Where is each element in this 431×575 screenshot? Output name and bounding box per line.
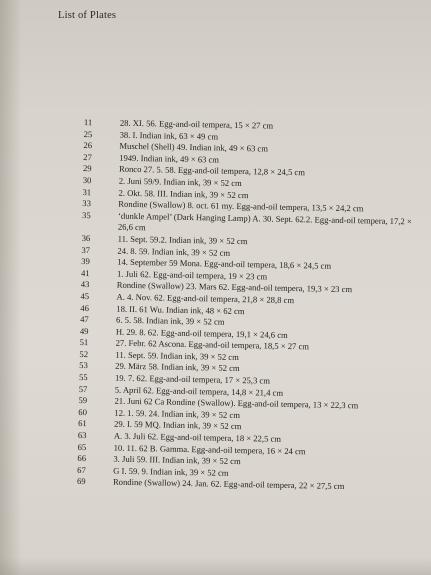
plate-description: G I. 59. 9. Indian ink, 39 × 52 cm	[113, 465, 229, 478]
plate-number: 33	[82, 198, 92, 209]
plate-number: 37	[81, 244, 91, 255]
plate-description: 3. Juli 59. III. Indian ink, 39 × 52 cm	[113, 453, 241, 467]
plate-description: 29. I. 59 MQ. Indian ink, 39 × 52 cm	[114, 419, 242, 432]
plate-number: 27	[83, 151, 92, 162]
plate-description: 29. März 58. Indian ink, 39 × 52 cm	[115, 361, 240, 374]
plate-number: 57	[78, 383, 88, 394]
plate-description: 14. September 59 Mona. Egg-and-oil tempera, 18,6 × 24,5 cm	[117, 256, 332, 271]
plate-description: 6. 5. 58. Indian ink, 39 × 52 cm	[116, 314, 225, 327]
plate-number: 45	[80, 290, 90, 302]
plate-number: 43	[80, 279, 90, 290]
plate-description: 10. 11. 62 B. Gamma. Egg-and-oil tempera, 16 × 24 cm	[113, 442, 306, 456]
plate-description: Rondine (Swallow) 23. Mars 62. Egg-and-oil tempera, 19,3 × 23 cm	[116, 279, 353, 295]
plate-number: 69	[76, 476, 86, 487]
plate-description: 11. Sept. 59. Indian ink, 39 × 52 cm	[115, 349, 239, 362]
page-bottom-shadow	[0, 557, 431, 575]
plates-list	[77, 117, 424, 494]
plate-number: 60	[78, 406, 88, 417]
plate-description: 11. Sept. 59.2. Indian ink, 39 × 52 cm	[117, 233, 248, 247]
plate-description: Rondine (Swallow) 24. Jan. 62. Egg-and-oil tempera, 22 × 27,5 cm	[112, 477, 345, 492]
plate-number: 25	[83, 128, 93, 139]
plate-description: 12. 1. 59. 24. Indian ink, 39 × 52 cm	[114, 407, 241, 420]
plate-description: ‘dunkle Ampel’ (Dark Hanging Lamp) A. 30. Sept. 62.2. Egg-and-oil tempera, 17,2 × 26,6 cm	[117, 210, 412, 233]
plate-description: 38. I. Indian ink, 63 × 49 cm	[119, 129, 219, 142]
plate-number: 11	[83, 117, 93, 128]
plate-description: Ronco 27. 5. 58. Egg-and-oil tempera, 12,8 × 24,5 cm	[118, 164, 306, 178]
plate-number: 41	[80, 267, 90, 278]
plate-number: 46	[80, 302, 90, 313]
plate-number: 39	[81, 256, 90, 267]
plate-number: 59	[78, 395, 88, 406]
plate-number: 53	[79, 360, 88, 371]
plate-description: A. 4. Nov. 62. Egg-and-oil tempera, 21,8 × 28,8 cm	[116, 291, 295, 305]
plate-number: 36	[81, 232, 91, 244]
plate-number: 67	[77, 464, 86, 475]
plate-description: Muschel (Shell) 49. Indian ink, 49 × 63 cm	[119, 140, 269, 154]
plate-description: A. 3. Juli 62. Egg-and-oil tempera, 18 × 22,5 cm	[113, 430, 282, 444]
plate-description: 24. 8. 59. Indian ink, 39 × 52 cm	[117, 245, 231, 258]
plate-number: 49	[79, 325, 89, 336]
plate-number: 65	[77, 441, 87, 452]
plate-description: 1949. Indian ink, 49 × 63 cm	[119, 152, 220, 165]
page-gutter-shadow	[0, 0, 22, 575]
plate-description: Rondine (Swallow) 8. oct. 61 my. Egg-and-oil tempera, 13,5 × 24,2 cm	[118, 198, 364, 214]
plate-number: 26	[83, 140, 93, 151]
plate-number: 52	[79, 348, 89, 359]
plate-number: 30	[82, 174, 92, 186]
page-header: List of Plates	[58, 10, 117, 21]
plate-number: 63	[77, 429, 87, 441]
plate-number: 51	[79, 337, 89, 348]
plate-number: 61	[78, 418, 87, 429]
plate-number: 47	[80, 314, 89, 325]
plate-description: H. 29. 8. 62. Egg-and-oil tempera, 19,1 × 24,6 cm	[115, 326, 288, 340]
plate-number: 55	[78, 372, 88, 383]
plate-number: 31	[82, 186, 92, 197]
plate-description: 2. Juni 59/9. Indian ink, 39 × 52 cm	[118, 175, 242, 189]
plate-number: 66	[77, 453, 87, 464]
plate-number: 29	[82, 163, 92, 174]
plate-description: 18. II. 61 Wu. Indian ink, 48 × 62 cm	[116, 303, 245, 316]
plate-description: 1. Juli 62. Egg-and-oil tempera, 19 × 23 cm	[116, 268, 268, 282]
plate-description: 2. Okt. 58. III. Indian ink, 39 × 52 cm	[118, 187, 249, 200]
plate-description: 5. April 62. Egg-and-oil tempera, 14,8 × 21,4 cm	[114, 384, 284, 398]
plate-description: 28. XI. 56. Egg-and-oil tempera, 15 × 27 cm	[119, 117, 274, 131]
plate-description: 19. 7. 62. Egg-and-oil tempera, 17 × 25,3 cm	[114, 372, 271, 386]
plate-number: 35	[82, 209, 91, 220]
plate-description: 27. Febr. 62 Ascona. Egg-and-oil tempera, 18,5 × 27 cm	[115, 337, 310, 352]
plate-description: 21. Juni 62 Ca Rondine (Swallow). Egg-and-oil tempera, 13 × 22,3 cm	[114, 395, 359, 411]
